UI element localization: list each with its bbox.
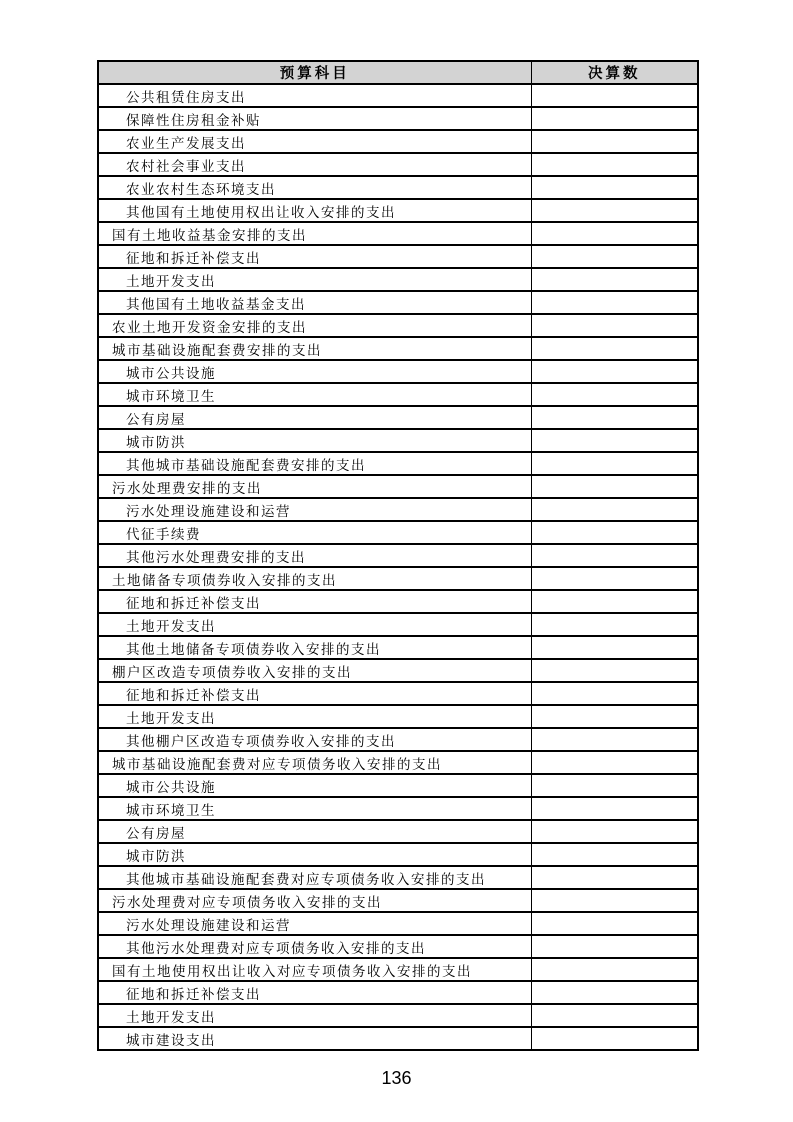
budget-subject-cell: 污水处理费安排的支出	[98, 475, 531, 498]
budget-subject-cell: 其他国有土地使用权出让收入安排的支出	[98, 199, 531, 222]
final-amount-cell	[531, 314, 698, 337]
table-row	[98, 1004, 698, 1027]
table-row	[98, 521, 698, 544]
table-row	[98, 636, 698, 659]
table-row	[98, 958, 698, 981]
budget-subject-cell: 国有土地收益基金安排的支出	[98, 222, 531, 245]
budget-subject-cell: 土地储备专项债券收入安排的支出	[98, 567, 531, 590]
final-amount-cell	[531, 958, 698, 981]
table-row	[98, 429, 698, 452]
final-amount-cell	[531, 1027, 698, 1050]
final-amount-cell	[531, 222, 698, 245]
table-row	[98, 383, 698, 406]
table-row	[98, 751, 698, 774]
budget-subject-cell: 国有土地使用权出让收入对应专项债务收入安排的支出	[98, 958, 531, 981]
final-amount-cell	[531, 843, 698, 866]
table-row	[98, 360, 698, 383]
table-body	[98, 84, 698, 1050]
table-row	[98, 1027, 698, 1050]
final-amount-cell	[531, 567, 698, 590]
table-row	[98, 176, 698, 199]
budget-subject-cell: 污水处理费对应专项债务收入安排的支出	[98, 889, 531, 912]
table-header-row	[98, 61, 698, 84]
final-amount-cell	[531, 521, 698, 544]
table-row	[98, 245, 698, 268]
budget-subject-cell: 征地和拆迁补偿支出	[98, 590, 531, 613]
budget-subject-cell: 城市环境卫生	[98, 383, 531, 406]
budget-subject-cell: 污水处理设施建设和运营	[98, 912, 531, 935]
final-amount-cell	[531, 889, 698, 912]
table-row	[98, 728, 698, 751]
final-amount-cell	[531, 245, 698, 268]
final-amount-cell	[531, 682, 698, 705]
final-amount-cell	[531, 751, 698, 774]
budget-subject-cell: 其他城市基础设施配套费安排的支出	[98, 452, 531, 475]
table-row	[98, 268, 698, 291]
final-amount-cell	[531, 337, 698, 360]
budget-subject-cell: 公共租赁住房支出	[98, 84, 531, 107]
final-amount-cell	[531, 544, 698, 567]
budget-subject-cell: 其他国有土地收益基金支出	[98, 291, 531, 314]
table-row	[98, 705, 698, 728]
table-row	[98, 889, 698, 912]
budget-subject-cell: 其他城市基础设施配套费对应专项债务收入安排的支出	[98, 866, 531, 889]
budget-table	[97, 60, 699, 1051]
table-row	[98, 659, 698, 682]
table-row	[98, 406, 698, 429]
table-row	[98, 153, 698, 176]
table-row	[98, 682, 698, 705]
budget-subject-cell: 保障性住房租金补贴	[98, 107, 531, 130]
final-amount-cell	[531, 498, 698, 521]
final-amount-cell	[531, 130, 698, 153]
budget-subject-cell: 土地开发支出	[98, 1004, 531, 1027]
table-row	[98, 544, 698, 567]
budget-subject-cell: 城市防洪	[98, 843, 531, 866]
final-amount-cell	[531, 935, 698, 958]
table-row	[98, 222, 698, 245]
final-amount-cell	[531, 107, 698, 130]
table-row	[98, 107, 698, 130]
budget-subject-cell: 其他土地储备专项债券收入安排的支出	[98, 636, 531, 659]
column-header-budget-subject: 预算科目	[98, 61, 531, 84]
final-amount-cell	[531, 636, 698, 659]
table-row	[98, 797, 698, 820]
final-amount-cell	[531, 452, 698, 475]
budget-subject-cell: 公有房屋	[98, 406, 531, 429]
budget-subject-cell: 城市基础设施配套费对应专项债务收入安排的支出	[98, 751, 531, 774]
table-row	[98, 452, 698, 475]
final-amount-cell	[531, 981, 698, 1004]
final-amount-cell	[531, 406, 698, 429]
budget-subject-cell: 城市防洪	[98, 429, 531, 452]
final-amount-cell	[531, 475, 698, 498]
table-row	[98, 130, 698, 153]
final-amount-cell	[531, 912, 698, 935]
table-row	[98, 912, 698, 935]
budget-subject-cell: 征地和拆迁补偿支出	[98, 981, 531, 1004]
final-amount-cell	[531, 705, 698, 728]
budget-subject-cell: 农业土地开发资金安排的支出	[98, 314, 531, 337]
budget-subject-cell: 代征手续费	[98, 521, 531, 544]
table-row	[98, 935, 698, 958]
budget-subject-cell: 土地开发支出	[98, 268, 531, 291]
budget-subject-cell: 城市公共设施	[98, 774, 531, 797]
budget-subject-cell: 公有房屋	[98, 820, 531, 843]
final-amount-cell	[531, 613, 698, 636]
final-amount-cell	[531, 1004, 698, 1027]
budget-subject-cell: 棚户区改造专项债券收入安排的支出	[98, 659, 531, 682]
column-header-final-amount: 决算数	[531, 61, 698, 84]
final-amount-cell	[531, 866, 698, 889]
budget-subject-cell: 城市公共设施	[98, 360, 531, 383]
budget-subject-cell: 城市基础设施配套费安排的支出	[98, 337, 531, 360]
final-amount-cell	[531, 820, 698, 843]
budget-subject-cell: 农业农村生态环境支出	[98, 176, 531, 199]
table-row	[98, 590, 698, 613]
table-row	[98, 291, 698, 314]
budget-subject-cell: 其他污水处理费对应专项债务收入安排的支出	[98, 935, 531, 958]
final-amount-cell	[531, 153, 698, 176]
table-row	[98, 199, 698, 222]
final-amount-cell	[531, 84, 698, 107]
budget-subject-cell: 土地开发支出	[98, 705, 531, 728]
final-amount-cell	[531, 176, 698, 199]
budget-subject-cell: 征地和拆迁补偿支出	[98, 682, 531, 705]
budget-subject-cell: 土地开发支出	[98, 613, 531, 636]
final-amount-cell	[531, 429, 698, 452]
final-amount-cell	[531, 659, 698, 682]
budget-subject-cell: 征地和拆迁补偿支出	[98, 245, 531, 268]
table-row	[98, 774, 698, 797]
final-amount-cell	[531, 383, 698, 406]
budget-subject-cell: 污水处理设施建设和运营	[98, 498, 531, 521]
table-row	[98, 475, 698, 498]
final-amount-cell	[531, 590, 698, 613]
final-amount-cell	[531, 728, 698, 751]
budget-subject-cell: 农业生产发展支出	[98, 130, 531, 153]
final-amount-cell	[531, 268, 698, 291]
budget-subject-cell: 农村社会事业支出	[98, 153, 531, 176]
table-row	[98, 314, 698, 337]
final-amount-cell	[531, 360, 698, 383]
table-row	[98, 820, 698, 843]
table-row	[98, 84, 698, 107]
table-row	[98, 337, 698, 360]
budget-subject-cell: 其他棚户区改造专项债券收入安排的支出	[98, 728, 531, 751]
table-row	[98, 981, 698, 1004]
table-row	[98, 567, 698, 590]
table-row	[98, 613, 698, 636]
table-row	[98, 843, 698, 866]
budget-subject-cell: 城市建设支出	[98, 1027, 531, 1050]
table-row	[98, 866, 698, 889]
final-amount-cell	[531, 291, 698, 314]
budget-subject-cell: 城市环境卫生	[98, 797, 531, 820]
page-number: 136	[381, 1068, 412, 1088]
final-amount-cell	[531, 199, 698, 222]
final-amount-cell	[531, 774, 698, 797]
final-amount-cell	[531, 797, 698, 820]
table-row	[98, 498, 698, 521]
budget-subject-cell: 其他污水处理费安排的支出	[98, 544, 531, 567]
